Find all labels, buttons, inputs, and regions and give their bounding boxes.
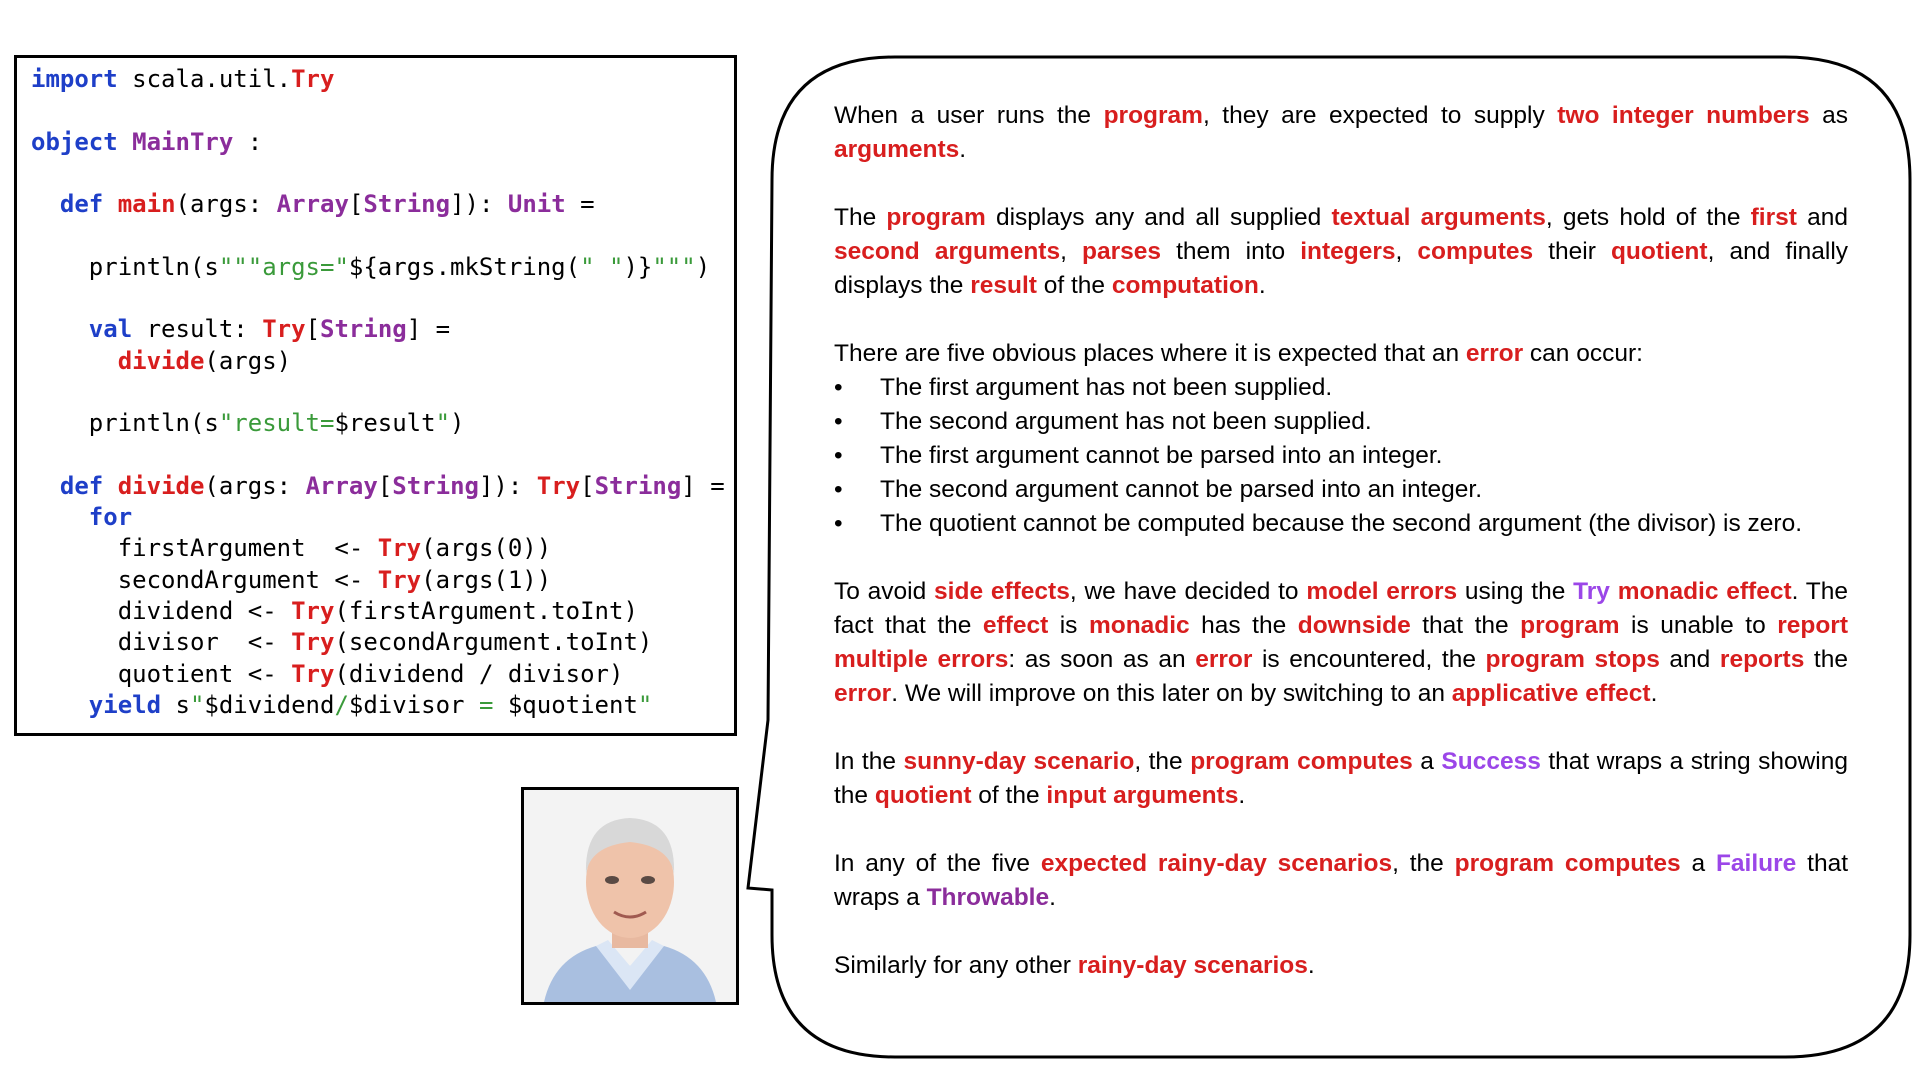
text-run: When a user runs the bbox=[834, 102, 1104, 129]
text-run: , and finally displays the bbox=[834, 238, 1849, 299]
text-run: of the bbox=[971, 782, 1047, 809]
text-run: , bbox=[1060, 238, 1082, 265]
code-token: = bbox=[464, 690, 508, 719]
code-token: dividend <- bbox=[31, 597, 292, 626]
text-run: : as soon as an bbox=[1008, 646, 1196, 673]
highlighted-term: report multiple errors bbox=[834, 612, 1848, 673]
highlighted-term: arguments bbox=[834, 136, 960, 163]
code-token: $dividend bbox=[204, 690, 335, 719]
code-token: divide bbox=[117, 346, 205, 375]
code-token: ${args.mkString( bbox=[348, 252, 581, 281]
text-run: as bbox=[1809, 102, 1848, 129]
code-token: " " bbox=[580, 252, 624, 281]
highlighted-term: program bbox=[1520, 612, 1620, 639]
error-list bbox=[834, 371, 1848, 541]
code-token: (args: bbox=[175, 190, 277, 219]
code-token: def bbox=[59, 190, 104, 219]
highlighted-term: input arguments bbox=[1046, 782, 1239, 809]
highlighted-term: Try bbox=[1573, 578, 1610, 605]
highlighted-term: program computes bbox=[1454, 850, 1681, 877]
paragraph bbox=[834, 847, 1848, 915]
paragraph bbox=[834, 745, 1848, 813]
text-run: . bbox=[1258, 272, 1266, 299]
text-run: . The fact that the bbox=[834, 578, 1849, 639]
code-token: $result bbox=[334, 409, 436, 438]
code-token: scala.util. bbox=[117, 65, 292, 93]
highlighted-term: model errors bbox=[1306, 578, 1458, 605]
highlighted-term: first bbox=[1750, 204, 1797, 231]
text-run: , the bbox=[1134, 748, 1191, 775]
highlighted-term: textual arguments bbox=[1331, 204, 1546, 231]
highlighted-term: program computes bbox=[1190, 748, 1413, 775]
code-token: import bbox=[31, 65, 118, 93]
highlighted-term: side effects bbox=[934, 578, 1070, 605]
code-token: [ bbox=[377, 471, 393, 500]
code-token: ]): bbox=[478, 471, 537, 500]
code-token: divide bbox=[117, 471, 205, 500]
code-token: ] = bbox=[406, 315, 451, 344]
code-token: Try bbox=[291, 628, 335, 657]
text-run: . bbox=[1049, 884, 1056, 911]
error-list-item: • The first argument cannot be parsed into an integer. bbox=[834, 439, 1848, 473]
highlighted-term: error bbox=[1195, 646, 1253, 673]
text-run: them into bbox=[1161, 238, 1301, 265]
code-token: (firstArgument.toInt) bbox=[334, 597, 638, 626]
highlighted-term: computation bbox=[1111, 272, 1259, 299]
highlighted-term: error bbox=[834, 680, 892, 707]
text-run: , they are expected to supply bbox=[1202, 102, 1558, 129]
code-token: (dividend / divisor) bbox=[334, 659, 624, 688]
code-token: object bbox=[31, 127, 118, 156]
text-run: , we have decided to bbox=[1069, 578, 1307, 605]
code-token: [ bbox=[580, 471, 595, 500]
text-run: , bbox=[1395, 238, 1418, 265]
text-run: , the bbox=[1392, 850, 1455, 877]
code-token: (args) bbox=[204, 346, 292, 375]
highlighted-term: sunny-day scenario bbox=[903, 748, 1135, 775]
explanation-text bbox=[834, 99, 1848, 1017]
highlighted-term: downside bbox=[1297, 612, 1411, 639]
text-run: their bbox=[1533, 238, 1611, 265]
code-token: String bbox=[363, 190, 451, 219]
error-list-item: • The first argument has not been supplied. bbox=[834, 371, 1848, 405]
highlighted-term: applicative effect bbox=[1451, 680, 1651, 707]
text-run: a bbox=[1412, 748, 1442, 775]
highlighted-term: computes bbox=[1417, 238, 1534, 265]
paragraph bbox=[834, 949, 1848, 983]
highlighted-term: monadic bbox=[1088, 612, 1190, 639]
code-token: """ bbox=[652, 252, 696, 281]
code-token: Try bbox=[291, 597, 335, 626]
code-token: s bbox=[161, 690, 190, 719]
paragraph bbox=[834, 575, 1848, 711]
code-token: MainTry bbox=[132, 127, 234, 156]
code-token: " bbox=[637, 690, 653, 719]
code-token: Try bbox=[377, 534, 422, 563]
text-run: , gets hold of the bbox=[1545, 204, 1751, 231]
code-token: result: bbox=[132, 315, 263, 344]
text-run: of the bbox=[1036, 272, 1112, 299]
highlighted-term: rainy-day scenarios bbox=[1077, 952, 1308, 979]
code-token: ) bbox=[695, 252, 711, 281]
highlighted-term: result bbox=[970, 272, 1037, 299]
code-token: """args=" bbox=[218, 252, 349, 281]
highlighted-term: program stops bbox=[1485, 646, 1660, 673]
code-token: (args(1)) bbox=[421, 565, 552, 594]
code-token: Try bbox=[291, 65, 335, 93]
code-token: secondArgument <- bbox=[31, 565, 378, 594]
code-token: $quotient bbox=[507, 690, 638, 719]
text-run: a bbox=[1680, 850, 1716, 877]
highlighted-term: error bbox=[1465, 340, 1524, 367]
highlighted-term: Success bbox=[1441, 748, 1541, 775]
code-token: " bbox=[435, 409, 451, 438]
text-run: . We will improve on this later on by switching to an bbox=[891, 680, 1452, 707]
highlighted-term: parses bbox=[1082, 238, 1162, 265]
code-token: )} bbox=[623, 252, 653, 281]
text-run: There are five obvious places where it is expected that an bbox=[834, 340, 1466, 367]
highlighted-term: Throwable bbox=[926, 884, 1050, 911]
paragraph bbox=[834, 99, 1848, 167]
text-run: has the bbox=[1189, 612, 1298, 639]
code-token: divisor <- bbox=[31, 628, 292, 657]
highlighted-term: second arguments bbox=[834, 238, 1061, 265]
text-run: Similarly for any other bbox=[834, 952, 1078, 979]
code-token: (args: bbox=[204, 471, 306, 500]
code-token: (secondArgument.toInt) bbox=[334, 628, 653, 657]
code-token: $divisor bbox=[348, 690, 465, 719]
text-run: that the bbox=[1410, 612, 1521, 639]
code-token: Try bbox=[536, 471, 581, 500]
highlighted-term: expected rainy-day scenarios bbox=[1040, 850, 1393, 877]
paragraph bbox=[834, 337, 1848, 371]
code-token: "result= bbox=[218, 409, 335, 438]
text-run: . bbox=[959, 136, 967, 163]
code-token: (args(0)) bbox=[421, 534, 552, 563]
text-run: is bbox=[1048, 612, 1089, 639]
code-token: Try bbox=[377, 565, 422, 594]
highlighted-term: quotient bbox=[1610, 238, 1708, 265]
text-run: is encountered, the bbox=[1252, 646, 1486, 673]
code-token: " bbox=[189, 690, 205, 719]
highlighted-term: program bbox=[886, 204, 986, 231]
code-token: val bbox=[88, 315, 133, 344]
text-run: and bbox=[1796, 204, 1848, 231]
paragraph bbox=[834, 201, 1848, 303]
code-token: ) bbox=[450, 409, 465, 438]
text-run: is unable to bbox=[1619, 612, 1778, 639]
error-list-item: • The second argument has not been supplied. bbox=[834, 405, 1848, 439]
text-run: The bbox=[834, 204, 887, 231]
highlighted-term: integers bbox=[1300, 238, 1396, 265]
code-token: String bbox=[594, 471, 682, 500]
code-token: Array bbox=[305, 471, 378, 500]
text-run bbox=[1610, 578, 1618, 605]
code-token: [ bbox=[348, 190, 364, 219]
highlighted-term: program bbox=[1103, 102, 1203, 129]
text-run: . bbox=[1307, 952, 1315, 979]
highlighted-term: monadic effect bbox=[1617, 578, 1792, 605]
error-list-item: • The quotient cannot be computed because the second argument (the divisor) is zero. bbox=[834, 507, 1848, 541]
code-token: Unit bbox=[507, 190, 566, 219]
code-token: println(s bbox=[31, 252, 219, 281]
text-run: In any of the five bbox=[834, 850, 1041, 877]
code-token: for bbox=[88, 503, 133, 532]
text-run: the bbox=[1804, 646, 1848, 673]
code-token: def bbox=[59, 471, 104, 500]
code-token: println(s bbox=[31, 409, 219, 438]
code-token: : bbox=[233, 127, 263, 156]
text-run: To avoid bbox=[834, 578, 935, 605]
text-run: . bbox=[1238, 782, 1246, 809]
highlighted-term: effect bbox=[982, 612, 1049, 639]
code-token: String bbox=[392, 471, 479, 500]
code-token: = bbox=[565, 190, 595, 219]
highlighted-term: Failure bbox=[1715, 850, 1797, 877]
code-token: Try bbox=[291, 659, 335, 688]
code-token: [ bbox=[305, 315, 321, 344]
text-run: can occur: bbox=[1523, 340, 1643, 367]
code-token: Array bbox=[276, 190, 349, 219]
error-list-item: • The second argument cannot be parsed into an integer. bbox=[834, 473, 1848, 507]
text-run: displays any and all supplied bbox=[985, 204, 1332, 231]
highlighted-term: two integer numbers bbox=[1557, 102, 1810, 129]
text-run: . bbox=[1650, 680, 1658, 707]
text-run: using the bbox=[1457, 578, 1574, 605]
code-token: yield bbox=[88, 690, 162, 719]
text-run: In the bbox=[834, 748, 904, 775]
code-token: main bbox=[117, 190, 176, 219]
text-run: that wraps a string showing the bbox=[834, 748, 1849, 809]
code-token: ]): bbox=[450, 190, 508, 219]
code-token: ] = bbox=[681, 471, 725, 500]
code-token: / bbox=[334, 690, 349, 719]
highlighted-term: reports bbox=[1719, 646, 1805, 673]
text-run: and bbox=[1659, 646, 1720, 673]
text-run: that wraps a bbox=[834, 850, 1848, 911]
code-token: firstArgument <- bbox=[31, 534, 378, 563]
highlighted-term: quotient bbox=[874, 782, 972, 809]
code-token: Try bbox=[262, 315, 306, 344]
code-token: String bbox=[320, 315, 407, 344]
code-token: quotient <- bbox=[31, 659, 292, 688]
